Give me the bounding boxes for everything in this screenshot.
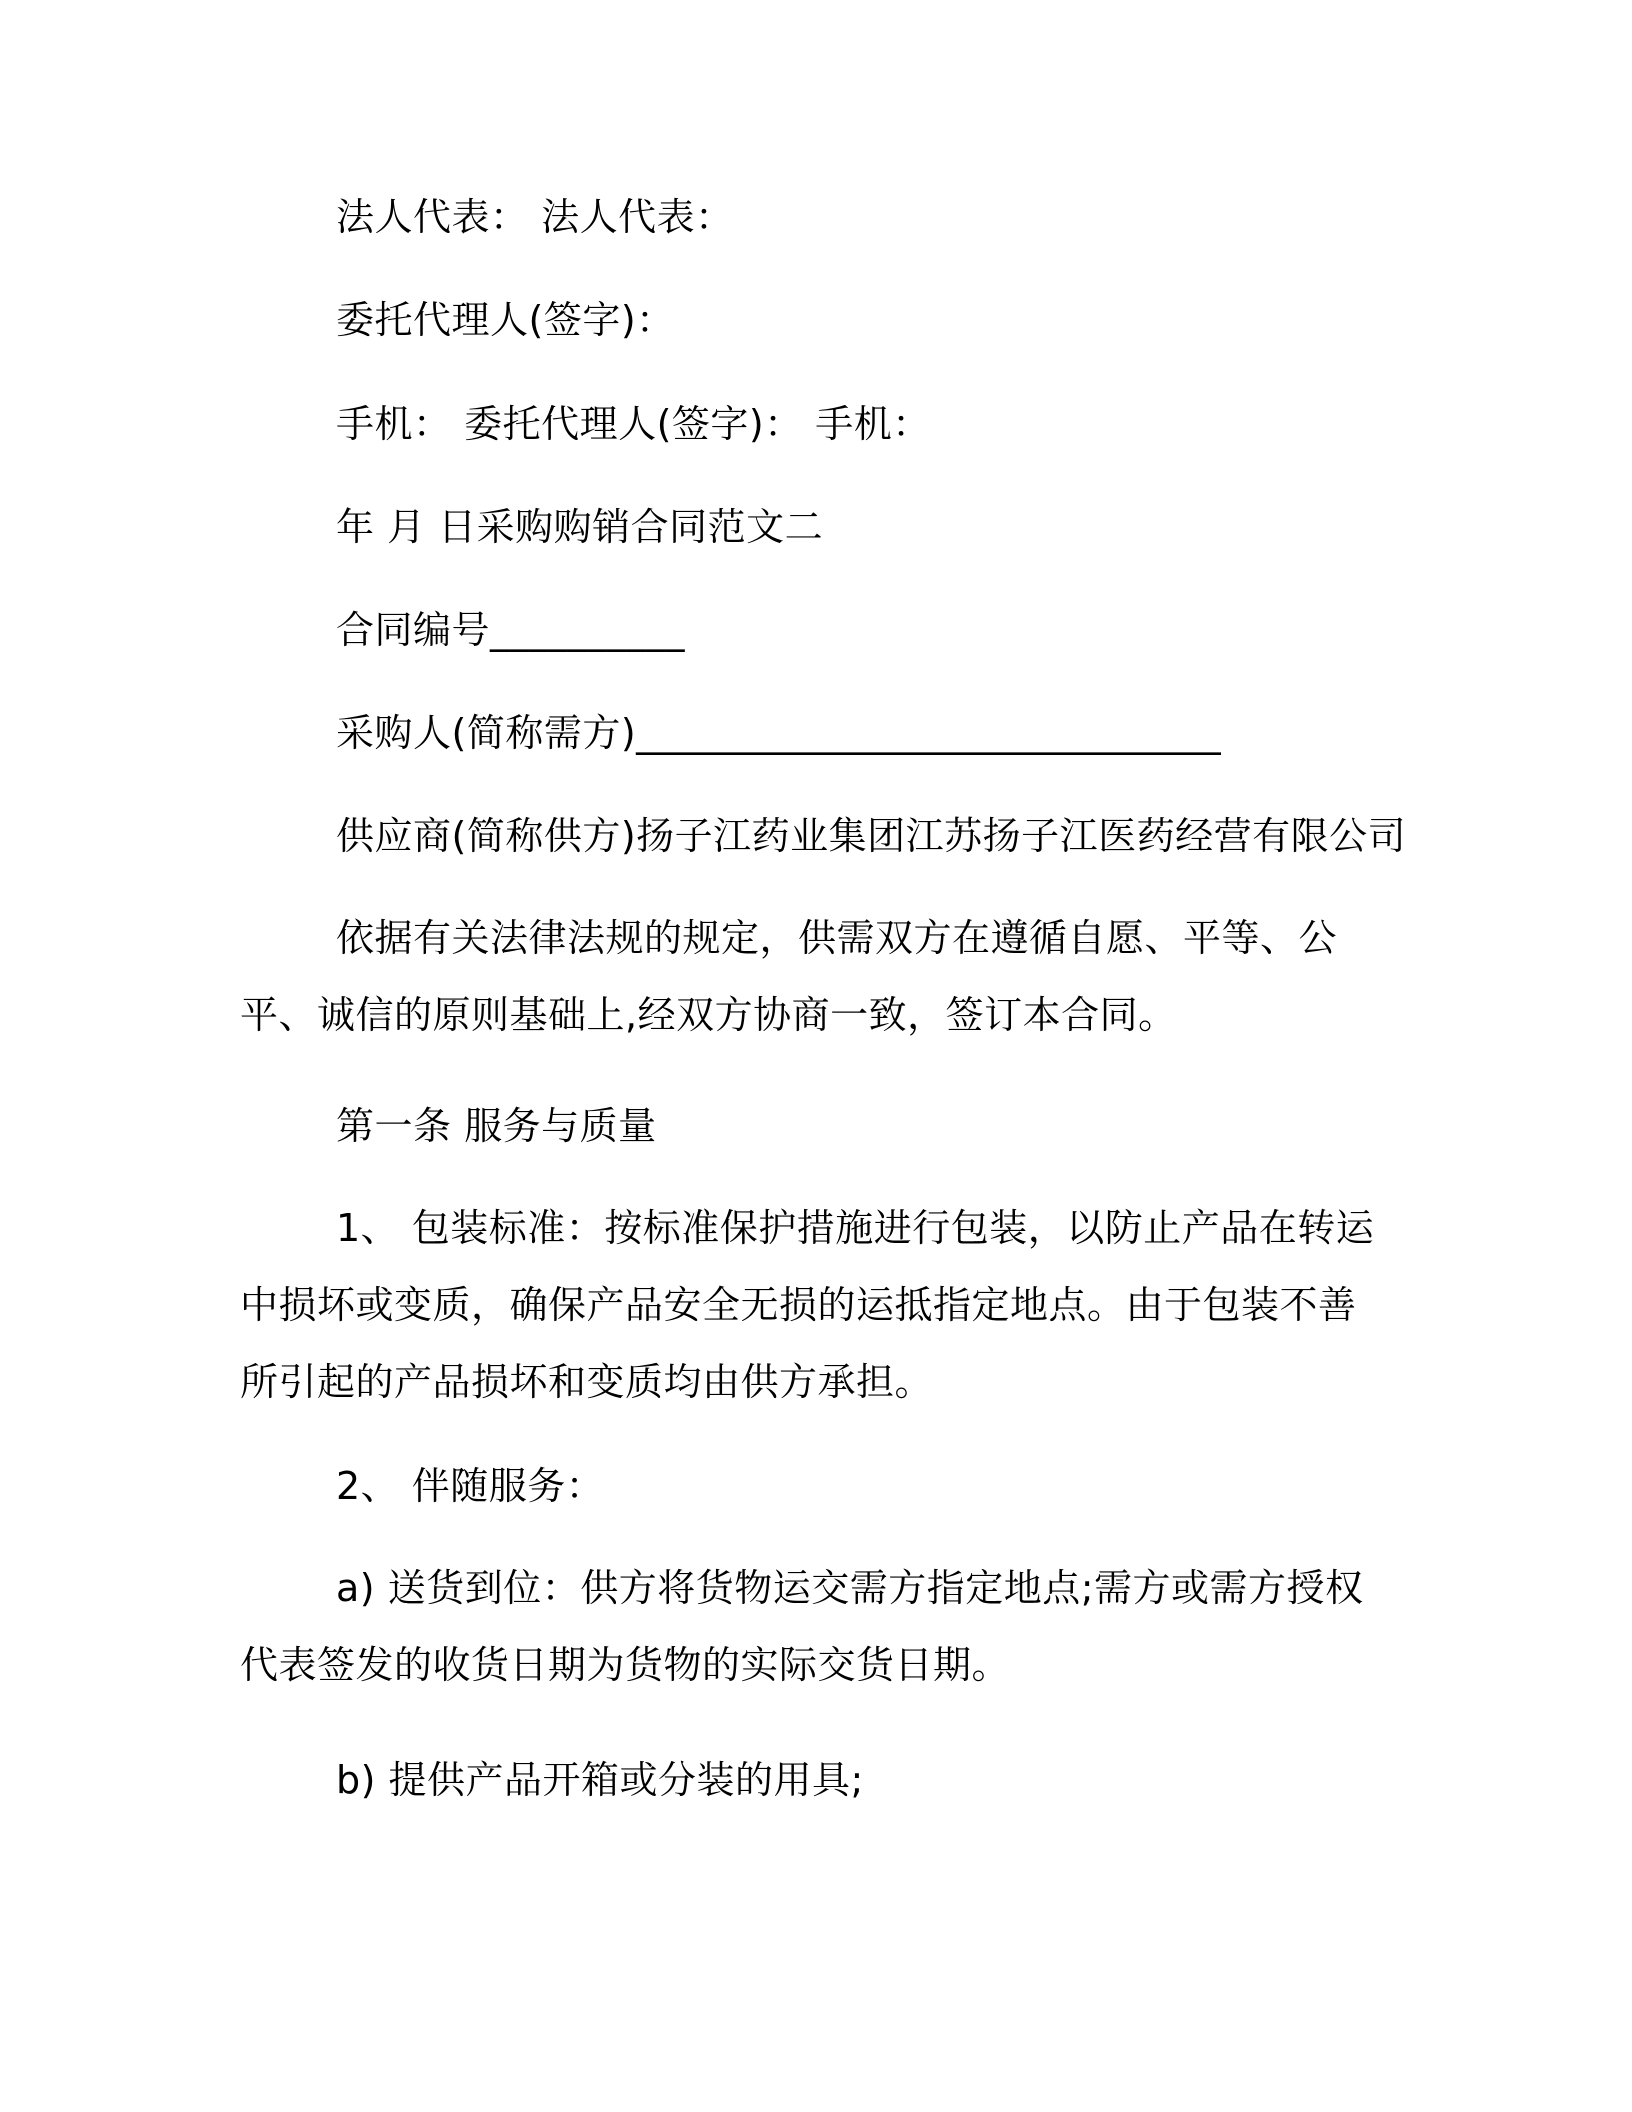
buyer-line: 采购人(简称需方)______________________________: [336, 711, 1222, 755]
supplier-line: 供应商(简称供方)扬子江药业集团江苏扬子江医药经营有限公司: [336, 814, 1407, 858]
accompanying-service-heading: 2、 伴随服务：: [336, 1464, 605, 1508]
packaging-standard-paragraph: 1、 包装标准：按标准保护措施进行包装，以防止产品在转运中损坏或变质，确保产品安全无损的运抵指定地点。由于包装不善所引起的产品损坏和变质均由供方承担。: [240, 1206, 1375, 1404]
delivery-paragraph: a) 送货到位：供方将货物运交需方指定地点;需方或需方授权代表签发的收货日期为货物的实际交货日期。: [240, 1566, 1364, 1687]
article-one-heading: 第一条 服务与质量: [336, 1104, 657, 1148]
legal-representative-line: 法人代表： 法人代表：: [336, 195, 734, 239]
intro-paragraph: 依据有关法律法规的规定，供需双方在遵循自愿、平等、公平、诚信的原则基础上,经双方协商一致，签订本合同。: [240, 916, 1338, 1037]
agent-signature-line: 委托代理人(签字)：: [336, 298, 675, 342]
date-title-line: 年 月 日采购购销合同范文二: [336, 505, 824, 549]
phone-agent-line: 手机： 委托代理人(签字)： 手机：: [336, 402, 931, 446]
tools-line: b) 提供产品开箱或分装的用具;: [336, 1758, 864, 1802]
contract-number-line: 合同编号__________: [336, 608, 686, 652]
